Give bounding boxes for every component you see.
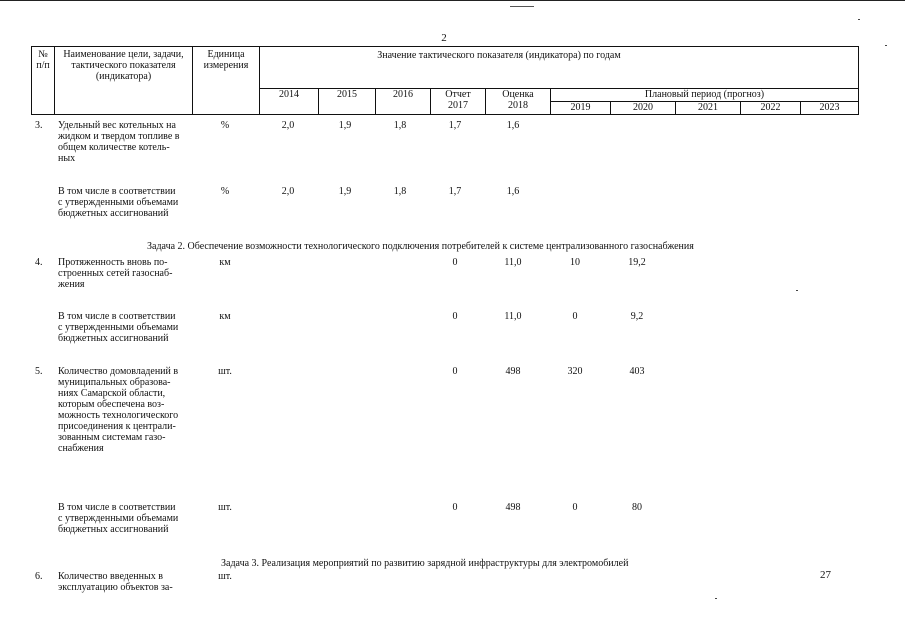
value-2015: 1,9 (338, 120, 352, 131)
value-2018: 498 (505, 366, 521, 377)
row-name: Количество домовладений в муниципальных образова- ниях Самарской области, которым обеспечена воз- можность технологического присоединения к централи- зованным системам газо- снабжения (58, 366, 179, 454)
row-unit: шт. (218, 571, 232, 582)
value-2018: 11,0 (504, 257, 522, 268)
task-3-heading: Задача 3. Реализация мероприятий по развитию зарядной инфраструктуры для электромобилей (221, 558, 629, 569)
year-2014-header: 2014 (260, 89, 319, 115)
value-2016: 1,8 (393, 186, 407, 197)
value-2017: 1,7 (448, 186, 462, 197)
value-2020: 9,2 (630, 311, 644, 322)
plan-year-header: 2020 (611, 102, 676, 115)
value-2020: 403 (629, 366, 645, 377)
value-2018: 1,6 (506, 186, 520, 197)
plan-year-header: 2021 (676, 102, 741, 115)
report-label: Отчет (445, 89, 471, 100)
plan-year-header: 2023 (801, 102, 859, 115)
row-name: Количество введенных в эксплуатацию объектов за- (58, 571, 173, 593)
plan-period-header: Плановый период (прогноз) (551, 89, 859, 102)
value-2017: 0 (452, 366, 458, 377)
scan-speck (715, 598, 717, 599)
estimate-year: 2018 (508, 100, 528, 111)
row-number: 3. (35, 120, 43, 131)
row-unit: км (219, 257, 231, 268)
value-2018: 498 (505, 502, 521, 513)
row-unit: шт. (218, 366, 232, 377)
row-name: В том числе в соответствии с утвержденными объемами бюджетных ассигнований (58, 502, 179, 535)
row-number: 6. (35, 571, 43, 582)
value-2017: 1,7 (448, 120, 462, 131)
task-2-heading: Задача 2. Обеспечение возможности технологического подключения потребителей к системе централизованного газоснабжения (147, 241, 694, 252)
value-2017: 0 (452, 311, 458, 322)
value-2019: 320 (567, 366, 583, 377)
value-2017: 0 (452, 502, 458, 513)
row-name: Удельный вес котельных на жидком и твердом топливе в общем количестве котель- ных (58, 120, 180, 164)
scan-speck (858, 19, 860, 20)
col-values-header: Значение тактического показателя (индикатора) по годам (260, 47, 859, 89)
row-unit: шт. (218, 502, 232, 513)
estimate-label: Оценка (502, 89, 534, 100)
scan-speck (885, 45, 887, 46)
indicator-table-header (31, 46, 859, 115)
plan-year-header: 2022 (741, 102, 801, 115)
value-2018: 11,0 (504, 311, 522, 322)
col-name-header: Наименование цели, задачи, тактического показателя (индикатора) (55, 47, 193, 115)
year-2015-header: 2015 (319, 89, 376, 115)
row-unit: % (220, 186, 230, 197)
row-name: В том числе в соответствии с утвержденными объемами бюджетных ассигнований (58, 311, 179, 344)
scan-mark (510, 6, 534, 7)
row-name: Протяженность вновь по- строенных сетей газоснаб- жения (58, 257, 173, 290)
side-page-number: 27 (820, 569, 831, 581)
scan-speck (796, 290, 798, 291)
row-unit: % (220, 120, 230, 131)
value-2014: 2,0 (281, 120, 295, 131)
report-year: 2017 (448, 100, 468, 111)
row-unit: км (219, 311, 231, 322)
estimate-2018-header (486, 89, 551, 115)
value-2020: 80 (632, 502, 642, 513)
report-2017-header (431, 89, 486, 115)
scan-top-line (0, 0, 905, 1)
row-number: 4. (35, 257, 43, 268)
value-2018: 1,6 (506, 120, 520, 131)
value-2016: 1,8 (393, 120, 407, 131)
col-num-header: № п/п (32, 47, 55, 115)
value-2019: 0 (572, 311, 578, 322)
value-2019: 10 (570, 257, 580, 268)
value-2014: 2,0 (281, 186, 295, 197)
value-2019: 0 (572, 502, 578, 513)
row-name: В том числе в соответствии с утвержденными объемами бюджетных ассигнований (58, 186, 179, 219)
col-unit-header: Единица измерения (193, 47, 260, 115)
year-2016-header: 2016 (376, 89, 431, 115)
plan-year-header: 2019 (551, 102, 611, 115)
value-2020: 19,2 (628, 257, 646, 268)
page-number: 2 (441, 32, 447, 44)
value-2017: 0 (452, 257, 458, 268)
row-number: 5. (35, 366, 43, 377)
value-2015: 1,9 (338, 186, 352, 197)
